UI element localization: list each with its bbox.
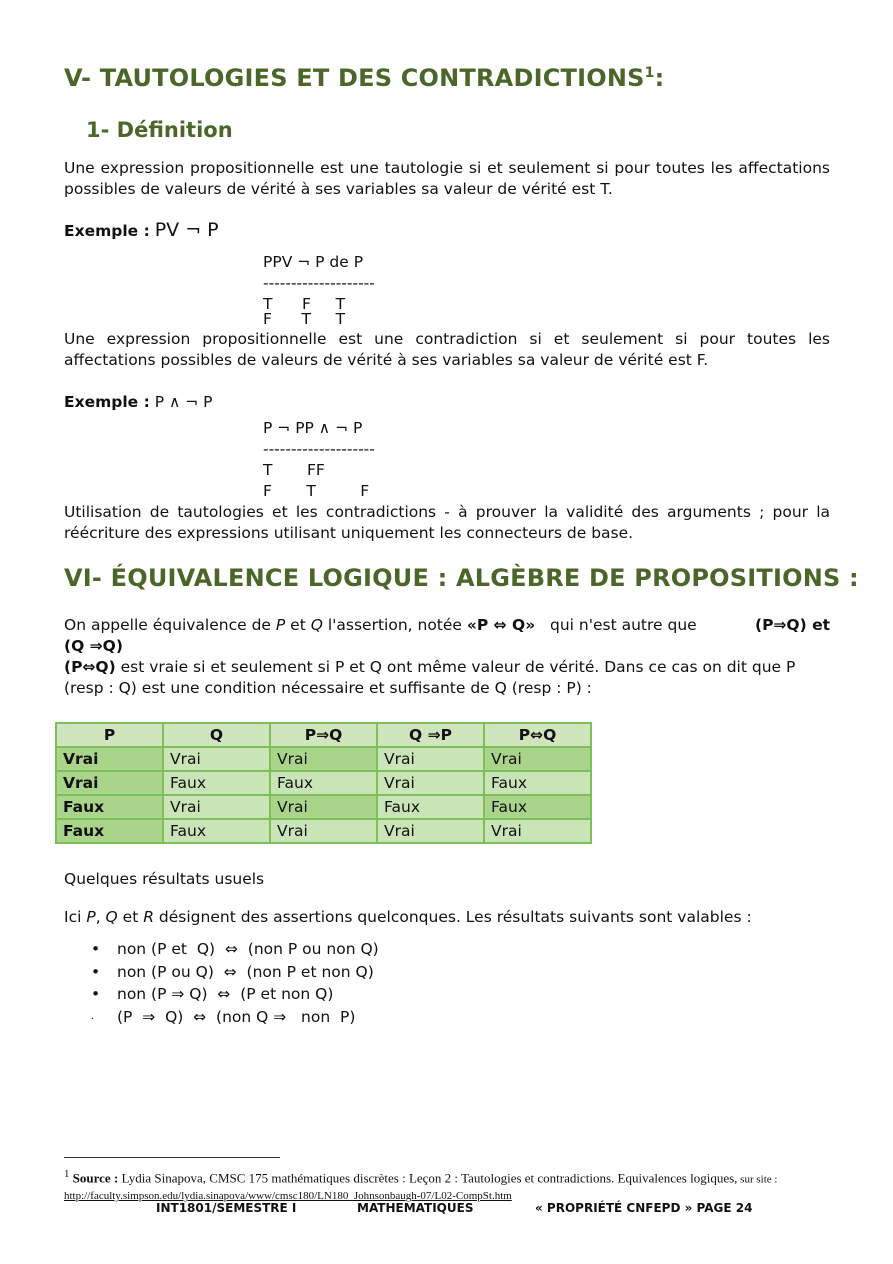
truth-table-2-header: P ¬ PP ∧ ¬ P [263,419,363,437]
example-2 [64,392,213,413]
list-item [91,1006,379,1029]
text: qui n'est autre que [535,616,707,634]
text: Ici [64,908,87,926]
table-cell: Vrai [270,747,377,771]
table-cell: Vrai [484,747,591,771]
text: l'assertion, notée [322,616,467,634]
table-cell: Vrai [163,795,270,819]
footnote-mark: 1 [64,1168,70,1180]
truth-table-equivalence [55,722,592,844]
text: désignent des assertions quelconques. Les résultats suivants sont valables : [154,908,752,926]
table-cell: Faux [163,819,270,843]
example-1 [64,220,219,242]
equivalence-definition [64,615,830,699]
table-header-row [56,723,591,747]
table-cell: Vrai [484,819,591,843]
text: et [285,616,311,634]
footer-page: « PROPRIÉTÉ CNFEPD » PAGE 24 [535,1201,753,1215]
title-colon: : [654,64,665,92]
footnote [64,1166,830,1204]
footnote-ref: 1 [644,65,655,81]
text: On appelle équivalence de [64,616,276,634]
table-cell: Vrai [377,771,484,795]
truth-table-2-row-2: F T F [263,482,370,500]
table-row [56,819,591,843]
list-item [91,983,379,1006]
footnote-site-label: sur site : [737,1173,778,1186]
footer-course: INT1801/SEMESTRE I [156,1201,297,1215]
table-row [56,771,591,795]
bullet-icon: • [91,985,101,1003]
results-intro [64,907,752,928]
table-row [56,747,591,771]
truth-table-1-header: PPV ¬ P de P [263,253,364,271]
subsection-definition: 1- Définition [86,118,233,142]
bullet-icon: • [91,962,101,981]
footnote-link[interactable]: http://faculty.simpson.edu/lydia.sinapova/www/cmsc180/LN180_Johnsonbaugh-07/L02-CompSt.htm [64,1190,512,1203]
implication-expr: (P⇒Q) et [754,616,830,634]
truth-table-2-row-1: T FF [263,461,325,479]
bullet-icon: • [91,940,101,958]
list-item [91,938,379,961]
table-cell: Faux [484,771,591,795]
table-header: Q [163,723,270,747]
section-title-equivalence: VI- ÉQUIVALENCE LOGIQUE : ALGÈBRE DE PROPOSITIONS : [64,564,859,592]
section-title-text: V- TAUTOLOGIES ET DES CONTRADICTIONS [64,64,645,92]
var-q: Q [105,908,118,926]
table-cell: Vrai [56,747,163,771]
equivalence-expr: (P⇔Q) [64,658,116,676]
bullet-icon: . [91,1010,95,1022]
usage-paragraph: Utilisation de tautologies et les contradictions - à prouver la validité des arguments ; pour la réécriture des expressions utilisant uniquement les connecteurs de base. [64,503,830,542]
table-cell: Vrai [377,747,484,771]
table-header: Q ⇒P [377,723,484,747]
var-p: P [275,616,286,634]
truth-table-2-separator: -------------------- [263,440,375,458]
definition-tautology: Une expression propositionnelle est une tautologie si et seulement si pour toutes les affectations possibles de valeurs de vérité à ses variables sa valeur de vérité est T. [64,159,830,198]
list-item-text: non (P ou Q) ⇔ (non P et non Q) [117,962,374,981]
var-p: P [86,908,96,926]
list-item-text: (P ⇒ Q) ⇔ (non Q ⇒ non P) [117,1007,356,1026]
truth-table-1-row-2: F T T [263,310,346,328]
results-heading: Quelques résultats usuels [64,870,265,888]
table-cell: Vrai [377,819,484,843]
table-cell: Faux [163,771,270,795]
table-header: P⇔Q [484,723,591,747]
example-expression: PV ¬ P [154,219,219,241]
table-cell: Faux [484,795,591,819]
table-cell: Vrai [270,795,377,819]
section-title-tautologies [64,64,664,92]
table-header: P⇒Q [270,723,377,747]
definition-contradiction: Une expression propositionnelle est une contradiction si et seulement si pour toutes les affectations possibles de valeurs de vérité à ses variables sa valeur de vérité est F. [64,330,830,369]
list-item-text: non (P et Q) ⇔ (non P ou non Q) [117,940,379,958]
footnote-divider [64,1157,280,1158]
table-row [56,795,591,819]
table-cell: Vrai [270,819,377,843]
table-cell: Faux [56,795,163,819]
table-cell: Faux [270,771,377,795]
truth-table-1-row-1: T F T [263,295,346,313]
results-list [91,938,379,1028]
equivalence-explanation: est vraie si et seulement si P et Q ont même valeur de vérité. Dans ce cas on dit que P (resp : Q) est une condition nécessaire et suffisante de Q (resp : P) : [64,658,796,697]
table-cell: Vrai [163,747,270,771]
list-item [91,961,379,984]
example-label: Exemple : [64,222,150,240]
footnote-label: Source : [72,1170,119,1186]
equivalence-notation: «P ⇔ Q» [466,616,536,634]
example-expression: P ∧ ¬ P [154,393,213,411]
truth-table-1-separator: -------------------- [263,274,375,292]
table-cell: Vrai [56,771,163,795]
footer-subject: MATHEMATIQUES [357,1201,474,1215]
footnote-text: Lydia Sinapova, CMSC 175 mathématiques discrètes : Leçon 2 : Tautologies et contradictions. Equivalences logiques, [118,1170,738,1186]
text: et [117,908,144,926]
table-header: P [56,723,163,747]
table-cell: Faux [377,795,484,819]
var-r: R [143,908,154,926]
table-cell: Faux [56,819,163,843]
text: , [95,908,106,926]
list-item-text: non (P ⇒ Q) ⇔ (P et non Q) [117,985,334,1003]
implication-expr-2: (Q ⇒Q) [64,637,123,655]
var-q: Q [310,616,323,634]
example-label: Exemple : [64,393,150,411]
